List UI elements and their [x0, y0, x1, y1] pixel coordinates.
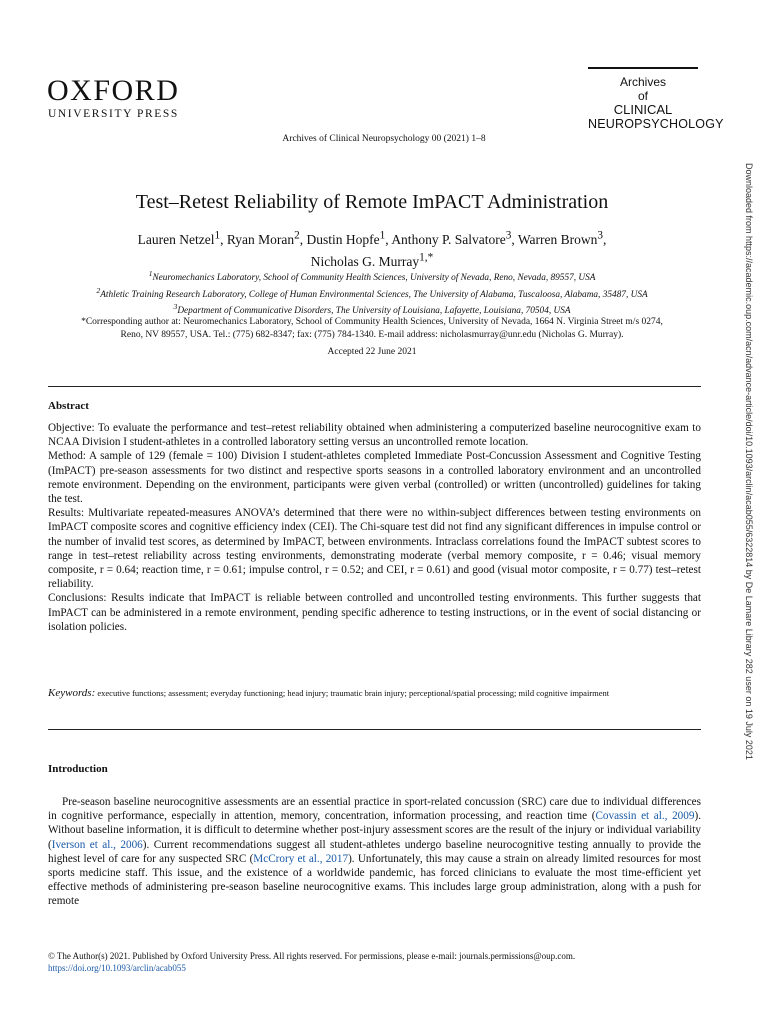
masthead-line: of: [637, 89, 648, 103]
author-list: [70, 226, 674, 271]
abstract-body: [48, 421, 701, 634]
accepted-date: Accepted 22 June 2021: [327, 347, 417, 357]
publisher-logo: OXFORD: [47, 74, 180, 107]
abstract-heading: Abstract: [48, 400, 89, 412]
author-line-1: [70, 226, 674, 249]
journal-masthead: [588, 67, 724, 131]
footer: [48, 950, 575, 974]
copyright-notice: © The Author(s) 2021. Published by Oxford University Press. All rights reserved. For permissions, please e-mail: journals.permissions@oup.com.: [48, 951, 576, 961]
corresponding-author: *Corresponding author at: Neuromechanics Laboratory, School of Community Health Sciences, University of Nevada, 1664 N. Virginia Street m/s 0274, Reno, NV 89557, USA. Tel.: (775) 682-8347; fax: (775) 784-1340. E-mail address: nicholasmurray@unr.edu (Nicholas G. Murray).: [81, 317, 663, 340]
affiliations: [60, 268, 684, 318]
masthead-line: Archives: [619, 75, 666, 89]
article-title: Test–Retest Reliability of Remote ImPACT Administration: [135, 191, 609, 213]
citation-link[interactable]: McCrory et al., 2017: [253, 852, 349, 865]
masthead-line: CLINICAL: [613, 102, 673, 117]
masthead-line: NEUROPSYCHOLOGY: [588, 117, 724, 131]
citation-link[interactable]: Covassin et al., 2009: [595, 810, 695, 823]
download-note-text: Downloaded from https://academic.oup.com/acn/advance-article/doi/10.1093/arclin/acab055/6322814 by De Lamare Library 282 user on 19 July 2021: [744, 163, 754, 760]
affiliation: $^2$Athletic Training Research Laboratory, College of Human Environmental Sciences, The University of Alabama, Tuscaloosa, Alabama, 35487, USA: [96, 285, 648, 300]
author: Ryan Moran$^2$,: [226, 229, 307, 247]
keywords: [48, 688, 701, 700]
author: Nicholas G. Murray$^{1,*}$: [310, 251, 434, 269]
doi-link[interactable]: https://doi.org/10.1093/arclin/acab055: [48, 963, 186, 973]
abstract-results: Results: Multivariate repeated-measures ANOVA’s determined that there were no within-subject differences between testing environments on ImPACT composite scores and cognitive efficiency index (CEI). The Chi-square test did not find any significant differences in impulse control or the number of invalid test scores, as determined by ImPACT, between environments. Intraclass correlations found the ImPACT subtest scores to range in test–retest reliability across testing environments, demonstrating moderate (verbal memory composite, r = 0.46; visual memory composite, r = 0.64; reaction time, r = 0.61; impulse control, r = 0.52; and CEI, r = 0.61) and good (visual motor composite, r = 0.77) test–retest reliability.: [48, 507, 701, 591]
publisher-logo-subtitle: UNIVERSITY PRESS: [48, 108, 179, 120]
author: Lauren Netzel$^1$,: [137, 229, 227, 247]
author: Warren Brown$^3$,: [517, 229, 607, 247]
introduction-heading: Introduction: [48, 763, 108, 775]
affiliation: $^1$Neuromechanics Laboratory, School of Community Health Sciences, University of Nevada, Reno, Nevada, 89557, USA: [148, 269, 596, 284]
divider: [48, 386, 701, 387]
abstract-objective: Objective: To evaluate the performance and test–retest reliability obtained when administering a computerized baseline neurocognitive exam to NCAA Division I student-athletes in a controlled laboratory setting versus an uncontrolled remote location.: [48, 422, 701, 449]
affiliation: $^3$Department of Communicative Disorders, The University of Louisiana, Lafayette, Louisiana, 70504, USA: [173, 302, 571, 317]
journal-reference: Archives of Clinical Neuropsychology 00 (2021) 1–8: [282, 134, 486, 144]
introduction-paragraph: Pre-season baseline neurocognitive assessments are an essential practice in sport-related concussion (SRC) care due to individual differences in cognitive performance, especially in attention, memory, concentration, information processing, and reaction time (Covassin et al., 2009). Without baseline information, it is difficult to determine whether post-injury assessment scores are the result of the injury or individual variability (Iverson et al., 2006). Current recommendations suggest all student-athletes undergo baseline neurocognitive testing annually to provide the highest level of care for any suspected SRC (McCrory et al., 2017). Unfortunately, this may cause a strain on already limited resources for most sports medicine staff. This issue, and the existence of a worldwide pandemic, has forced clinicians to evaluate the most time-efficient yet effective methods of administering pre-season baseline neurocognitive exams. This includes large group administration, along with a push for remote: [48, 796, 702, 908]
citation-link[interactable]: Iverson et al., 2006: [51, 838, 143, 851]
keywords-label: Keywords:: [48, 687, 96, 699]
abstract-conclusions: Conclusions: Results indicate that ImPACT is reliable between controlled and uncontrolled testing environments. This further suggests that ImPACT can be administered in a remote environment, pending specific adherence to testing instructions, or in the event of social distancing or isolation policies.: [48, 592, 701, 633]
abstract-method: Method: A sample of 129 (female = 100) Division I student-athletes completed Immediate Post-Concussion Assessment and Cognitive Testing (ImPACT) pre-season assessments for two distinct and respective sports seasons in a controlled laboratory environment and an uncontrolled remote environment. Depending on the environment, participants were given verbal (controlled) or written (uncontrolled) guidelines for taking the test.: [48, 450, 701, 506]
download-note: [744, 163, 756, 763]
author: Anthony P. Salvatore$^3$,: [391, 229, 518, 247]
keywords-text: executive functions; assessment; everyday functioning; head injury; traumatic brain injury; perceptional/spatial processing; mild cognitive impairment: [97, 688, 610, 698]
divider: [48, 729, 701, 730]
author: Dustin Hopfe$^1$,: [306, 229, 392, 247]
